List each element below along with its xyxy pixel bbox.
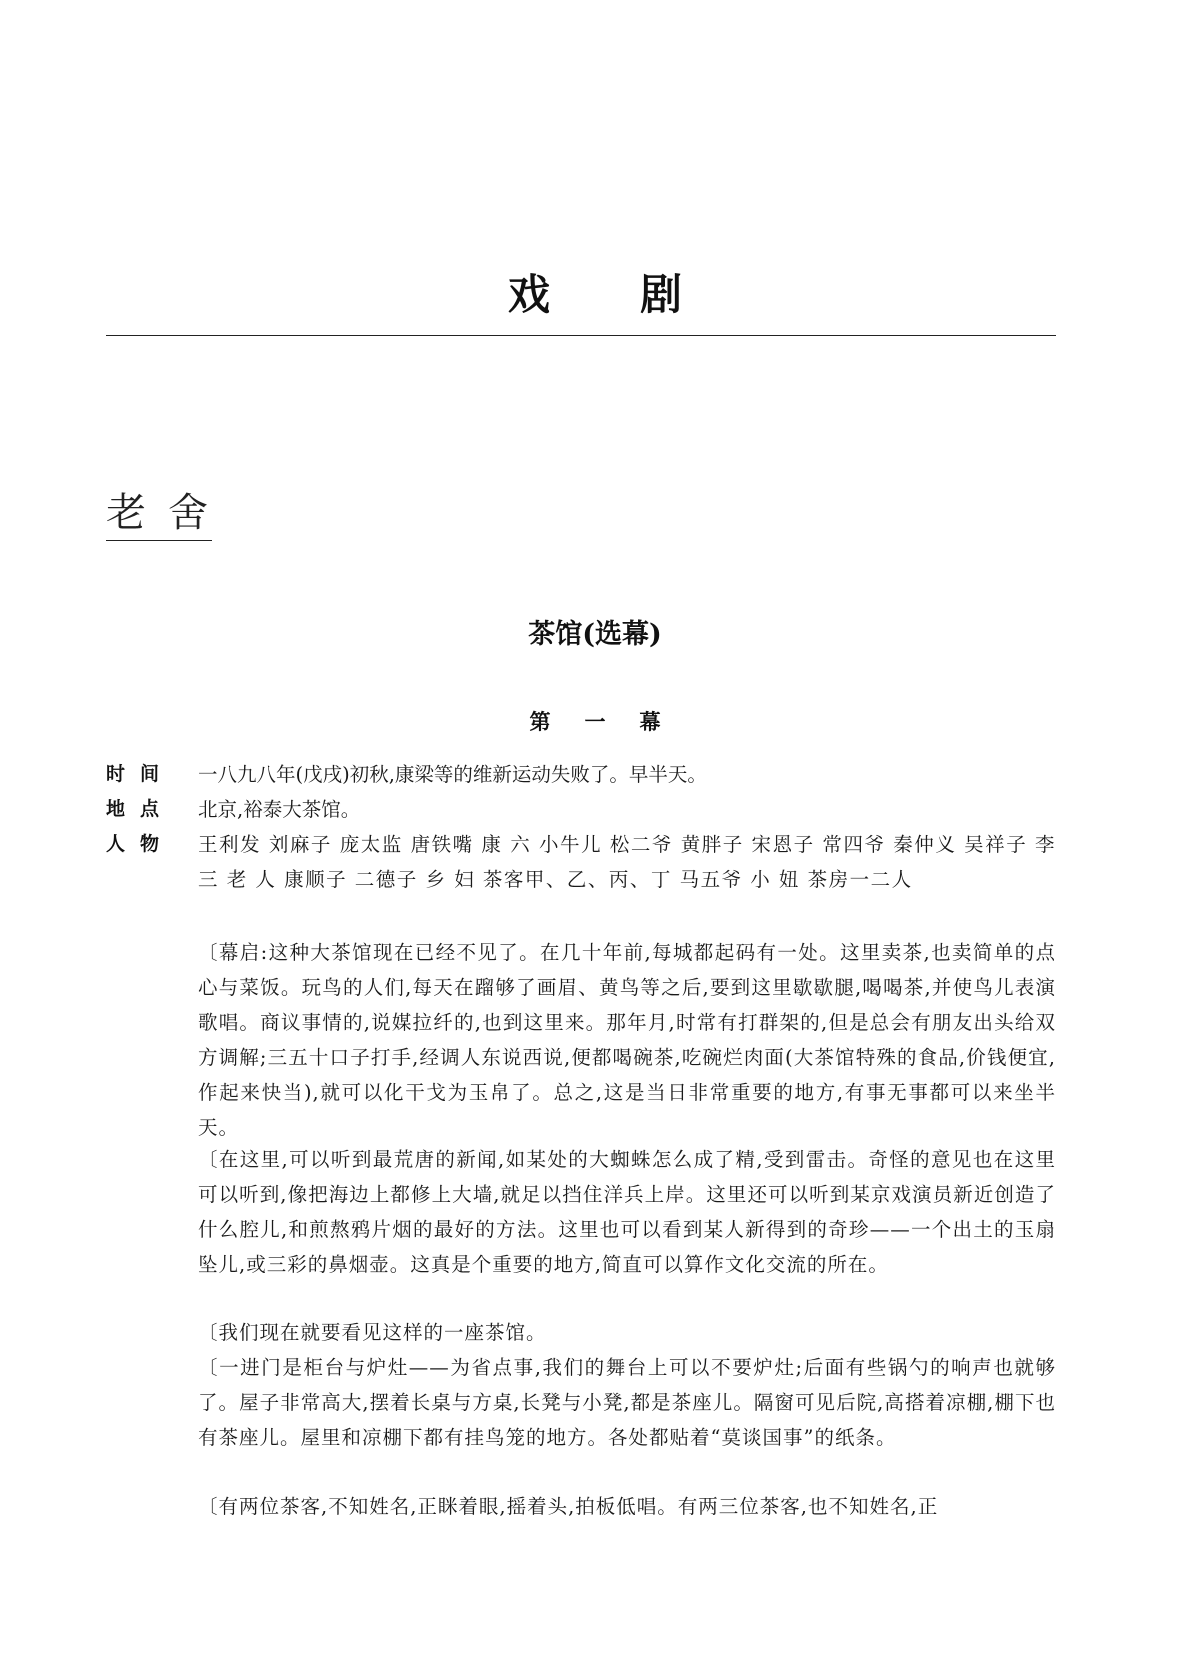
place-value: 北京,裕泰大茶馆。 (198, 798, 361, 821)
stage-direction-3: 〔我们现在就要看见这样的一座茶馆。 (198, 1321, 547, 1344)
stage-direction-4: 〔一进门是柜台与炉灶——为省点事,我们的舞台上可以不要炉灶;后面有些锅勺的响声也就够了。屋子非常高大,摆着长桌与方桌,长凳与小凳,都是茶座儿。隔窗可见后院,高搭着凉棚,棚下也有茶座儿。屋里和凉棚下都有挂鸟笼的地方。各处都贴着“莫谈国事”的纸条。 (198, 1356, 1056, 1449)
time-value: 一八九八年(戊戌)初秋,康梁等的维新运动失败了。早半天。 (198, 763, 707, 786)
people-label: 人物 (106, 833, 175, 855)
author-underline (106, 540, 212, 541)
author-name: 老舍 (106, 490, 230, 536)
play-title: 茶馆(选幕) (528, 619, 662, 650)
stage-direction-5: 〔有两位茶客,不知姓名,正眯着眼,摇着头,拍板低唱。有两三位茶客,也不知姓名,正 (198, 1495, 939, 1518)
people-value: 王利发 刘麻子 庞太监 唐铁嘴 康 六 小牛儿 松二爷 黄胖子 宋恩子 常四爷 秦仲义 吴祥子 李 三 老 人 康顺子 二德子 乡 妇 茶客甲、乙、丙、丁 马五爷 小 妞 茶房一二人 (198, 833, 1056, 891)
time-label: 时间 (106, 763, 175, 785)
place-label: 地点 (106, 798, 175, 820)
stage-direction-1: 〔幕启:这种大茶馆现在已经不见了。在几十年前,每城都起码有一处。这里卖茶,也卖简单的点心与菜饭。玩鸟的人们,每天在蹓够了画眉、黄鸟等之后,要到这里歇歇腿,喝喝茶,并使鸟儿表演歌唱。商议事情的,说媒拉纤的,也到这里来。那年月,时常有打群架的,但是总会有朋友出头给双方调解;三五十口子打手,经调人东说西说,便都喝碗茶,吃碗烂肉面(大茶馆特殊的食品,价钱便宜,作起来快当),就可以化干戈为玉帛了。总之,这是当日非常重要的地方,有事无事都可以来坐半天。 (198, 941, 1056, 1139)
section-divider (106, 335, 1056, 336)
act-title: 第一幕 (529, 709, 695, 734)
stage-direction-2: 〔在这里,可以听到最荒唐的新闻,如某处的大蜘蛛怎么成了精,受到雷击。奇怪的意见也在这里可以听到,像把海边上都修上大墙,就足以挡住洋兵上岸。这里还可以听到某京戏演员新近创造了什么腔儿,和煎熬鸦片烟的最好的方法。这里也可以看到某人新得到的奇珍——一个出土的玉扇坠儿,或三彩的鼻烟壶。这真是个重要的地方,简直可以算作文化交流的所在。 (198, 1148, 1056, 1276)
section-title: 戏剧 (507, 270, 772, 319)
